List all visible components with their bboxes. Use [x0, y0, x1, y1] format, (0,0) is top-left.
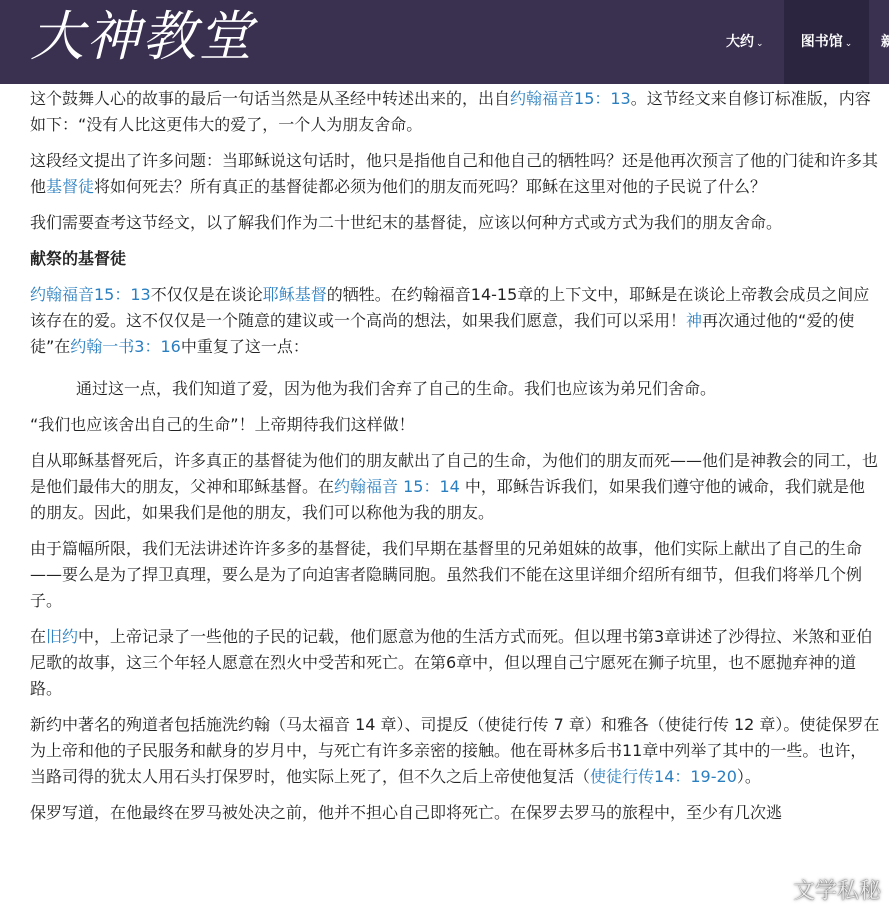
nav-item-library[interactable]: [784, 0, 869, 84]
section-heading: 献祭的基督徒: [30, 249, 127, 268]
link-old-testament[interactable]: 旧约: [46, 627, 79, 646]
paragraph-3: 我们需要查考这节经文，以了解我们作为二十世纪末的基督徒，应该以何种方式或方式为我们的朋友舍命。: [30, 213, 783, 232]
text: 中重复了这一点：: [180, 337, 309, 356]
paragraph-5: “我们也应该舍出自己的生命”！上帝期待我们这样做！: [30, 415, 415, 434]
article-body: [30, 86, 880, 836]
paragraph-10: 保罗写道，在他最终在罗马被处决之前，他并不担心自己即将死亡。在保罗去罗马的旅程中，至少有几次逃: [30, 803, 783, 822]
site-logo[interactable]: 大神教堂: [30, 5, 254, 68]
scripture-link-john-15-13[interactable]: 约翰福音15：13: [30, 285, 151, 304]
scripture-link-john-15-13[interactable]: 约翰福音15：13: [510, 89, 631, 108]
nav-item-label: 新: [881, 34, 895, 50]
chevron-down-icon: ⌄: [844, 39, 853, 49]
paragraph-1: [30, 86, 880, 138]
text: 的牺牲。在约翰福音14-15章的上下文中，耶稣是在谈论上帝教会成员之间应该存在的爱。这不仅仅是一个随意的建议或一个高尚的想法，如果我们愿意，我们可以采用！: [30, 285, 870, 330]
text: 这段经文提出了许多问题：当耶稣说这句话时，他只是指他自己和他自己的牺牲吗？还是他再次预言了他的门徒和许多其他: [30, 151, 879, 196]
text: 这个鼓舞人心的故事的最后一句话当然是从圣经中转述出来的，出自: [30, 89, 511, 108]
text: ）。: [736, 767, 761, 786]
paragraph-9: [30, 712, 880, 790]
paragraph-7: 由于篇幅所限，我们无法讲述许许多多的基督徒，我们早期在基督里的兄弟姐妹的故事，他们实际上献出了自己的生命——要么是为了捍卫真理，要么是为了向迫害者隐瞒同胞。虽然我们不能在这里详细介绍所有细节，但我们将举几个例子。: [30, 539, 863, 610]
text: 在: [30, 627, 47, 646]
paragraph-2: [30, 148, 880, 200]
text: 再次通过他的“爱的使徒”在: [30, 311, 855, 356]
scripture-link-acts-14-19-20[interactable]: 使徒行传14：19-20: [590, 767, 737, 786]
text: 自从耶稣基督死后，许多真正的基督徒为他们的朋友献出了自己的生命，为他们的朋友而死——他们是神教会的同工，也是他们最伟大的朋友，父神和耶稣基督。在: [30, 451, 879, 496]
text: 不仅仅是在谈论: [150, 285, 263, 304]
scripture-link-john-15-14[interactable]: 约翰福音 15：14: [334, 477, 460, 496]
top-navigation-bar: [0, 0, 895, 84]
text: 。这节经文来自修订标准版，内容如下：“没有人比这更伟大的爱了，一个人为朋友舍命。: [30, 89, 871, 134]
paragraph-4: [30, 282, 880, 360]
nav-item-new[interactable]: [881, 0, 895, 84]
nav-item-about[interactable]: [726, 0, 764, 84]
chevron-down-icon: ⌄: [756, 39, 764, 49]
paragraph-8: [30, 624, 880, 702]
watermark-logo: 文学私秘: [792, 879, 881, 904]
link-god[interactable]: 神: [686, 311, 703, 330]
text: 新约中著名的殉道者包括施洗约翰（马太福音 14 章）、司提反（使徒行传 7 章）和雅各（使徒行传 12 章）。使徒保罗在为上帝和他的子民服务和献身的岁月中，与死亡有许多亲密的接触。他在哥林多后书11章中列举了其中的一些。也许，当路司得的犹太人用石头打保罗时，他实际上死了，但不久之后上帝使他复活（: [30, 715, 880, 786]
nav-item-label: 大约: [726, 34, 754, 50]
text: 中，上帝记录了一些他的子民的记载，他们愿意为他的生活方式而死。但以理书第3章讲述了沙得拉、米煞和亚伯尼歌的故事，这三个年轻人愿意在烈火中受苦和死亡。在第6章中，但以理自己宁愿死在狮子坑里，也不愿抛弃神的道路。: [30, 627, 873, 698]
link-jesus-christ[interactable]: 耶稣基督: [262, 285, 327, 304]
link-christians[interactable]: 基督徒: [46, 177, 95, 196]
text: 将如何死去？所有真正的基督徒都必须为他们的朋友而死吗？耶稣在这里对他的子民说了什么？: [94, 177, 767, 196]
scripture-quote: 通过这一点，我们知道了爱，因为他为我们舍弃了自己的生命。我们也应该为弟兄们舍命。: [76, 379, 717, 398]
paragraph-6: [30, 448, 880, 526]
scripture-link-1-john-3-16[interactable]: 约翰一书3：16: [70, 337, 181, 356]
text: 中，耶稣告诉我们，如果我们遵守他的诫命，我们就是他的朋友。因此，如果我们是他的朋友，我们可以称他为我的朋友。: [30, 477, 865, 522]
nav-item-label: 图书馆: [800, 34, 843, 50]
